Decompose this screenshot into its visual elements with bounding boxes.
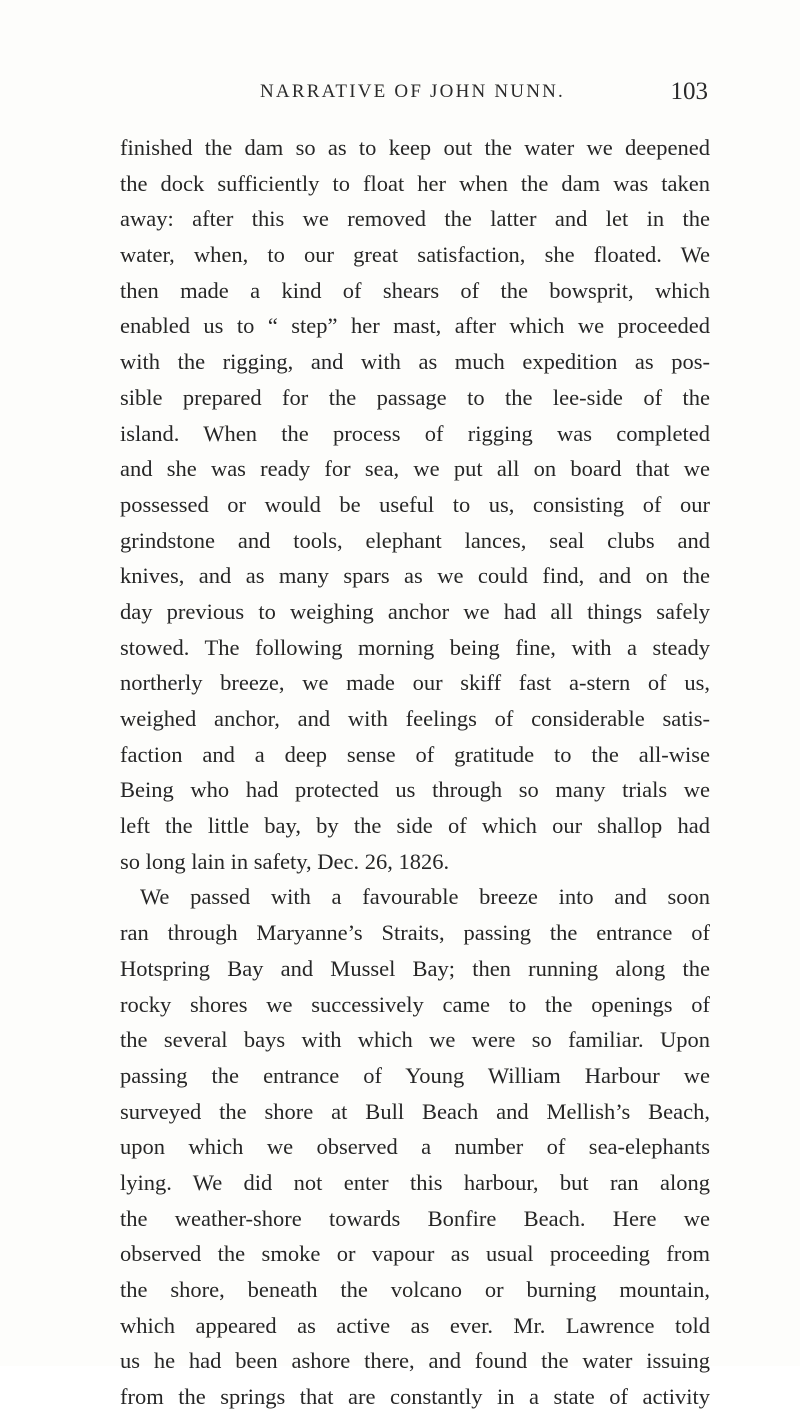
text-line: surveyed the shore at Bull Beach and Mellish’s Beach,	[120, 1098, 710, 1124]
text-line: Hotspring Bay and Mussel Bay; then running along the	[120, 955, 710, 981]
text-line: passing the entrance of Young William Harbour we	[120, 1062, 710, 1088]
text-line: the shore, beneath the volcano or burning mountain,	[120, 1277, 710, 1302]
text-line: island. When the process of rigging was completed	[120, 420, 710, 446]
text-line: the weather-shore towards Bonfire Beach. Here we	[120, 1205, 710, 1231]
text-line: with the rigging, and with as much expedition as pos-	[120, 349, 710, 375]
text-line: finished the dam so as to keep out the water we deepened	[120, 135, 710, 160]
text-line: from the springs that are constantly in a state of activity	[120, 1384, 710, 1410]
text-line: northerly breeze, we made our skiff fast a-stern of us,	[120, 670, 710, 696]
text-line: us he had been ashore there, and found the water issuing	[120, 1348, 710, 1374]
running-head	[120, 76, 708, 108]
body-text	[120, 130, 710, 1415]
text-line: left the little bay, by the side of which our shallop had	[120, 813, 710, 839]
paragraph-end-line: so long lain in safety, Dec. 26, 1826.	[120, 848, 450, 874]
running-title: NARRATIVE OF JOHN NUNN.	[260, 81, 565, 102]
text-line: sible prepared for the passage to the lee-side of the	[120, 384, 710, 410]
page-number: 103	[670, 78, 708, 105]
text-line: lying. We did not enter this harbour, but ran along	[120, 1169, 710, 1195]
text-line: weighed anchor, and with feelings of considerable satis-	[120, 706, 710, 731]
text-line: possessed or would be useful to us, consisting of our	[120, 491, 710, 517]
text-line: and she was ready for sea, we put all on board that we	[120, 456, 710, 482]
text-line: which appeared as active as ever. Mr. Lawrence told	[120, 1312, 710, 1338]
text-line: ran through Maryanne’s Straits, passing the entrance of	[120, 920, 710, 946]
text-line: water, when, to our great satisfaction, she floated. We	[120, 242, 710, 268]
text-line: faction and a deep sense of gratitude to the all-wise	[120, 741, 710, 767]
text-line: away: after this we removed the latter and let in the	[120, 206, 710, 232]
text-line: enabled us to “ step” her mast, after which we proceeded	[120, 313, 710, 339]
text-line: the dock sufficiently to float her when the dam was taken	[120, 170, 710, 196]
text-line: upon which we observed a number of sea-elephants	[120, 1134, 710, 1160]
text-line: day previous to weighing anchor we had all things safely	[120, 598, 710, 624]
text-line: stowed. The following morning being fine, with a steady	[120, 634, 710, 660]
text-line: Being who had protected us through so many trials we	[120, 777, 710, 803]
text-line: knives, and as many spars as we could find, and on the	[120, 563, 710, 589]
text-line: rocky shores we successively came to the openings of	[120, 991, 710, 1017]
text-line: the several bays with which we were so familiar. Upon	[120, 1027, 710, 1053]
text-line: grindstone and tools, elephant lances, seal clubs and	[120, 527, 710, 553]
text-line: then made a kind of shears of the bowsprit, which	[120, 277, 710, 303]
paragraph-start-line: We passed with a favourable breeze into and soon	[140, 884, 710, 910]
text-line: observed the smoke or vapour as usual proceeding from	[120, 1241, 710, 1267]
